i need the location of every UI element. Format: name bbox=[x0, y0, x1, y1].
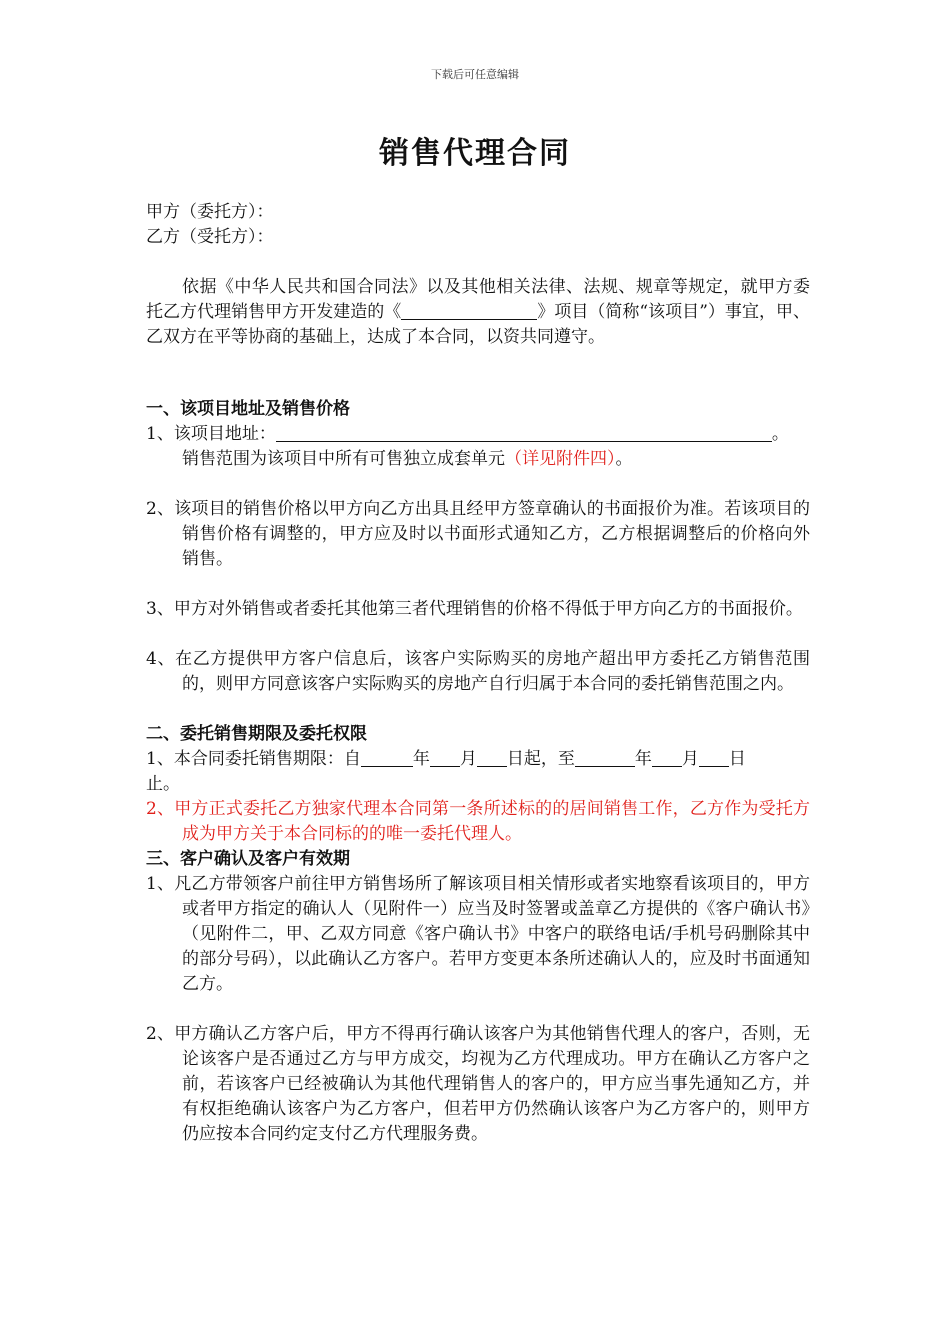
sales-scope-annex-ref: （详见附件四） bbox=[505, 449, 616, 469]
project-name-blank[interactable] bbox=[401, 301, 537, 320]
end-year-blank[interactable] bbox=[575, 748, 635, 767]
section2-heading: 二、委托销售期限及委托权限 bbox=[146, 724, 367, 744]
sales-scope-end: 。 bbox=[615, 449, 633, 469]
party-a-line: 甲方（委托方）： bbox=[146, 202, 274, 222]
term-from-text: 日起，至 bbox=[506, 749, 575, 769]
sales-scope-line bbox=[146, 447, 810, 472]
end-month-blank[interactable] bbox=[652, 748, 682, 767]
section3-item1: 1、凡乙方带领客户前往甲方销售场所了解该项目相关情形或者实地察看该项目的，甲方或者甲方指定的确认人（见附件一）应当及时签署或盖章乙方提供的《客户确认书》（见附件二，甲、乙双方同意《客户确认书》中客户的联络电话/手机号码删除其中的部分号码），以此确认乙方客户。若甲方变更本条所述确认人的，应及时书面通知乙方。 bbox=[146, 874, 810, 994]
section3-item2: 2、甲方确认乙方客户后，甲方不得再行确认该客户为其他销售代理人的客户，否则，无论该客户是否通过乙方与甲方成交，均视为乙方代理成功。甲方在确认乙方客户之前，若该客户已经被确认为其他代理销售人的客户的，甲方应当事先通知乙方，并有权拒绝确认该客户为乙方客户，但若甲方仍然确认该客户为乙方客户的，则甲方仍应按本合同约定支付乙方代理服务费。 bbox=[146, 1024, 810, 1144]
term-end-line: 止。 bbox=[146, 774, 180, 794]
project-address-label: 1、该项目地址： bbox=[146, 424, 276, 444]
section3-heading: 三、客户确认及客户有效期 bbox=[146, 849, 350, 869]
end-day-unit: 日 bbox=[728, 749, 746, 769]
header-note: 下载后可任意编辑 bbox=[431, 68, 519, 81]
section2-item2: 2、甲方正式委托乙方独家代理本合同第一条所述标的的居间销售工作，乙方作为受托方成为甲方关于本合同标的的唯一委托代理人。 bbox=[146, 799, 810, 844]
intro-paragraph bbox=[146, 275, 810, 350]
start-year-unit: 年 bbox=[412, 749, 430, 769]
document-title: 销售代理合同 bbox=[379, 136, 571, 171]
start-month-unit: 月 bbox=[459, 749, 477, 769]
section1-item1 bbox=[146, 422, 810, 447]
section1-heading: 一、该项目地址及销售价格 bbox=[146, 399, 350, 419]
section2-item1 bbox=[146, 747, 810, 772]
sales-scope-text: 销售范围为该项目中所有可售独立成套单元 bbox=[182, 449, 505, 469]
start-month-blank[interactable] bbox=[430, 748, 460, 767]
section1-item4: 4、在乙方提供甲方客户信息后，该客户实际购买的房地产超出甲方委托乙方销售范围的，则甲方同意该客户实际购买的房地产自行归属于本合同的委托销售范围之内。 bbox=[146, 649, 810, 694]
project-address-end: 。 bbox=[771, 424, 789, 444]
contract-body bbox=[146, 200, 810, 1147]
end-month-unit: 月 bbox=[681, 749, 699, 769]
section1-item3: 3、甲方对外销售或者委托其他第三者代理销售的价格不得低于甲方向乙方的书面报价。 bbox=[146, 599, 803, 619]
intro-part2: 》项目（简称“该项目”）事宜，甲、乙双方在平等协商的基础上，达成了本合同，以资共同遵守。 bbox=[146, 302, 811, 347]
project-address-blank[interactable] bbox=[276, 423, 772, 442]
party-b-line: 乙方（受托方）： bbox=[146, 227, 274, 247]
intro-part1: 依据《中华人民共和国合同法》以及其他相关法律、法规、规章等规定，就甲方委托乙方代理销售甲方开发建造的《 bbox=[146, 277, 810, 322]
start-day-blank[interactable] bbox=[477, 748, 507, 767]
section1-item2: 2、该项目的销售价格以甲方向乙方出具且经甲方签章确认的书面报价为准。若该项目的销售价格有调整的，甲方应及时以书面形式通知乙方，乙方根据调整后的价格向外销售。 bbox=[146, 499, 810, 569]
end-year-unit: 年 bbox=[634, 749, 652, 769]
start-year-blank[interactable] bbox=[361, 748, 413, 767]
end-day-blank[interactable] bbox=[699, 748, 729, 767]
term-label: 1、本合同委托销售期限：自 bbox=[146, 749, 361, 769]
